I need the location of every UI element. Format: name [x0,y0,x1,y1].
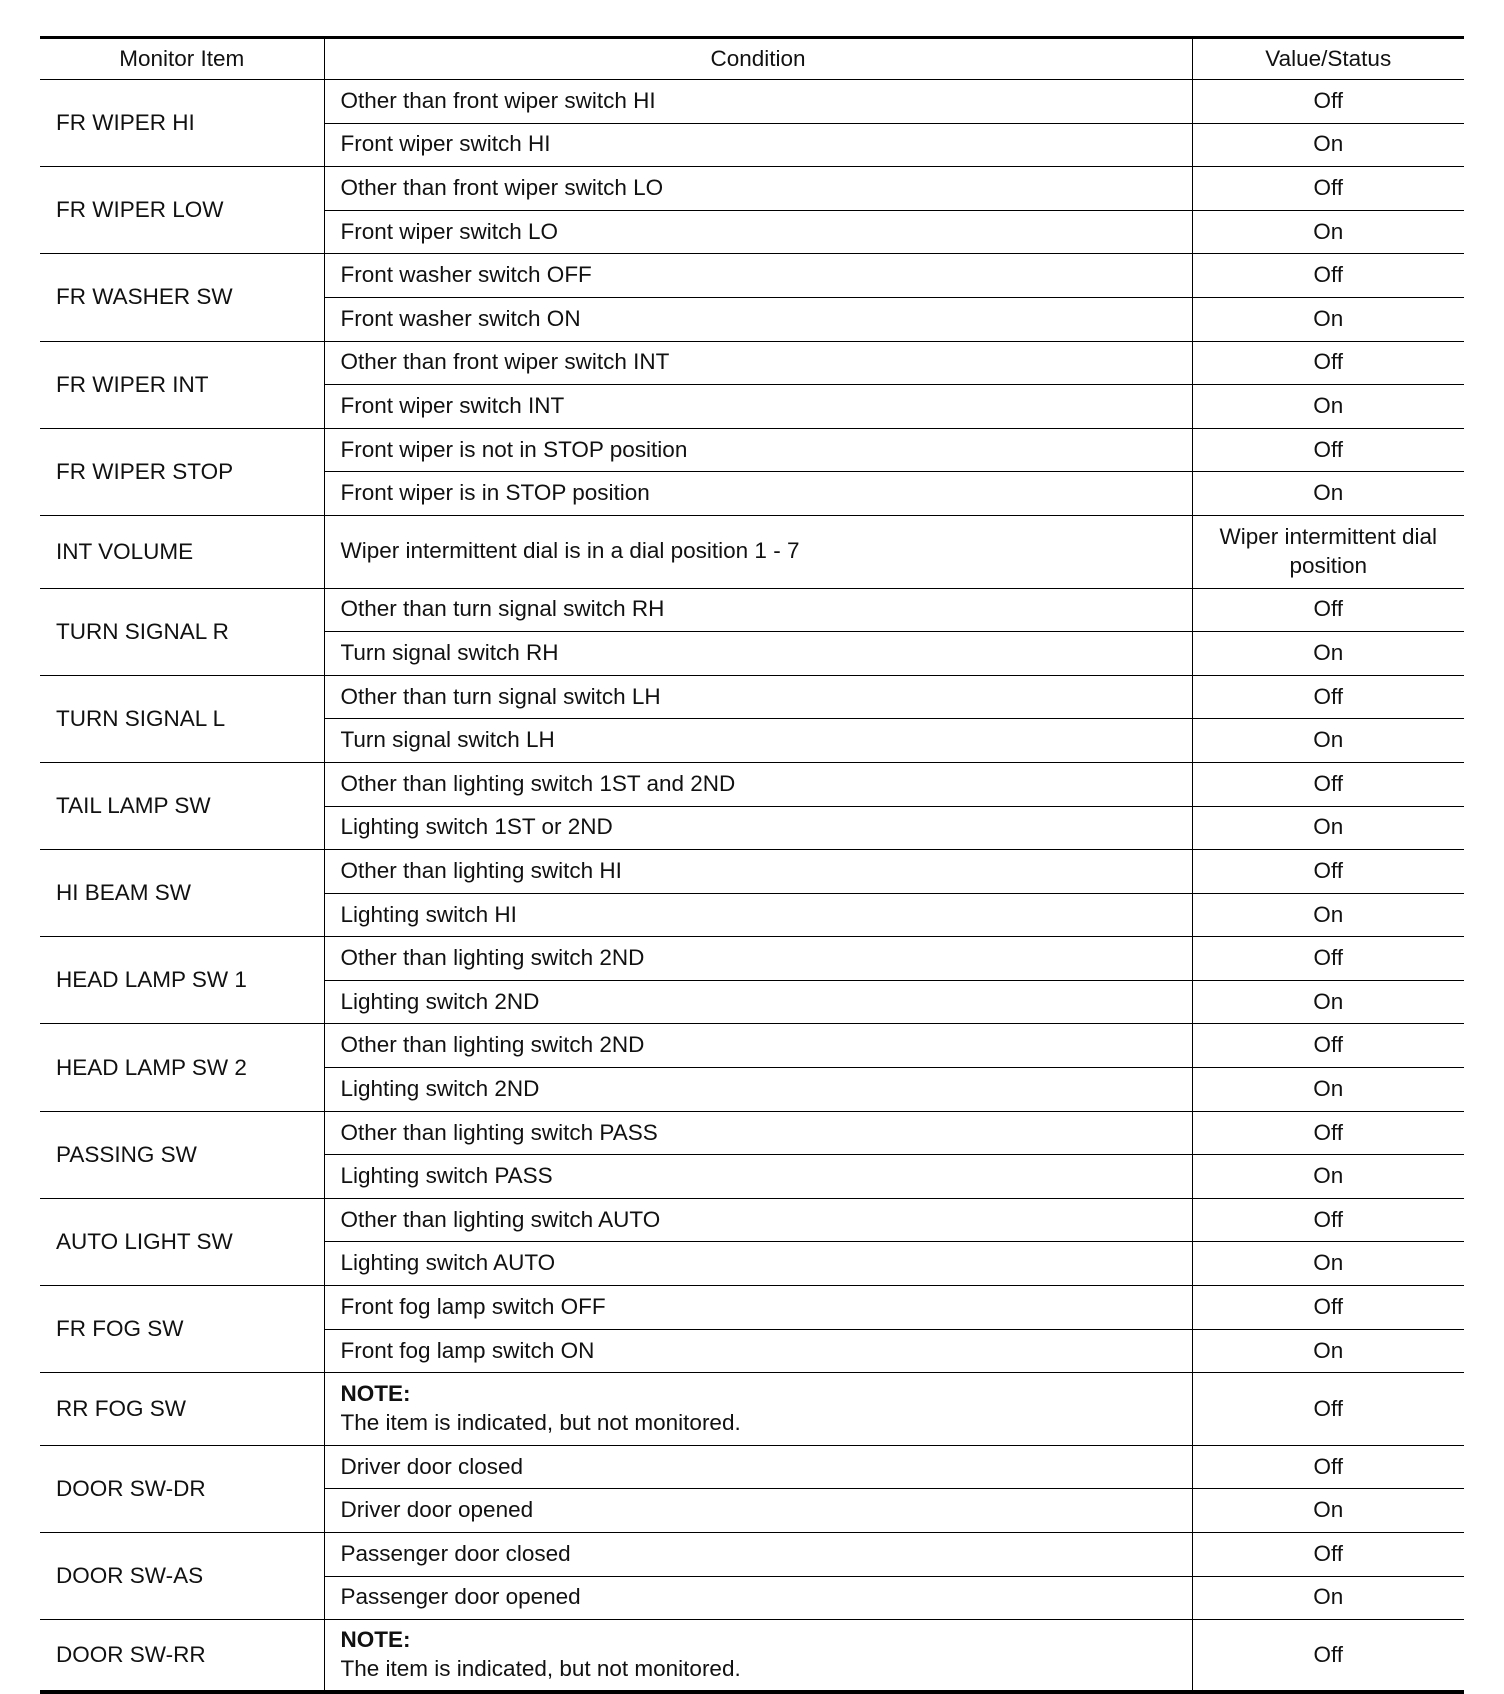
table-row [40,1286,1464,1330]
value-status-cell: On [1192,719,1464,763]
monitor-item-cell: INT VOLUME [40,515,324,588]
value-status-cell: On [1192,123,1464,167]
table-row [40,1373,1464,1446]
condition-cell: Other than front wiper switch HI [324,80,1192,124]
value-status-cell: Off [1192,167,1464,211]
condition-cell: Other than lighting switch HI [324,850,1192,894]
condition-cell: Turn signal switch LH [324,719,1192,763]
condition-cell: Lighting switch HI [324,893,1192,937]
value-status-cell: Off [1192,762,1464,806]
condition-cell: Other than turn signal switch LH [324,675,1192,719]
condition-cell: Front wiper switch INT [324,385,1192,429]
condition-cell: Lighting switch PASS [324,1155,1192,1199]
value-status-cell: Off [1192,428,1464,472]
condition-cell: Front wiper switch LO [324,210,1192,254]
monitor-item-cell: DOOR SW-RR [40,1620,324,1693]
value-status-cell: Off [1192,80,1464,124]
value-status-cell: On [1192,893,1464,937]
table-row [40,80,1464,124]
note-text: The item is indicated, but not monitored. [340,1410,741,1436]
table-body [40,80,1464,1693]
condition-cell: Passenger door closed [324,1533,1192,1577]
note-text: The item is indicated, but not monitored. [340,1656,741,1682]
value-status-cell: On [1192,472,1464,516]
condition-cell: Front washer switch OFF [324,254,1192,298]
value-status-cell: On [1192,632,1464,676]
monitor-item-cell: TURN SIGNAL L [40,675,324,762]
condition-cell: Lighting switch AUTO [324,1242,1192,1286]
value-status-cell: Off [1192,1445,1464,1489]
monitor-item-cell: DOOR SW-DR [40,1445,324,1532]
condition-cell: Other than front wiper switch LO [324,167,1192,211]
value-status-cell: On [1192,806,1464,850]
value-status-cell: On [1192,210,1464,254]
table-row [40,1620,1464,1693]
table-header-row [40,38,1464,80]
value-status-cell: On [1192,980,1464,1024]
condition-cell: Front wiper switch HI [324,123,1192,167]
condition-cell: Turn signal switch RH [324,632,1192,676]
table-row [40,1198,1464,1242]
monitor-item-cell: TURN SIGNAL R [40,588,324,675]
monitor-item-cell: AUTO LIGHT SW [40,1198,324,1285]
condition-cell: Other than lighting switch 2ND [324,937,1192,981]
monitor-item-cell: DOOR SW-AS [40,1533,324,1620]
header-condition: Condition [324,38,1192,80]
monitor-item-table [40,36,1464,1694]
value-status-cell: Off [1192,1373,1464,1446]
table-row [40,937,1464,981]
value-status-cell: Off [1192,1024,1464,1068]
monitor-item-cell: HEAD LAMP SW 2 [40,1024,324,1111]
value-status-cell: On [1192,1489,1464,1533]
note-label: NOTE: [340,1627,411,1653]
value-status-cell: Off [1192,341,1464,385]
condition-cell: Other than lighting switch PASS [324,1111,1192,1155]
condition-cell: Front washer switch ON [324,297,1192,341]
header-monitor-item: Monitor Item [40,38,324,80]
monitor-item-cell: PASSING SW [40,1111,324,1198]
condition-cell: Other than lighting switch 2ND [324,1024,1192,1068]
condition-cell: Other than turn signal switch RH [324,588,1192,632]
value-status-cell: Off [1192,850,1464,894]
value-status-cell: Off [1192,675,1464,719]
table-row [40,428,1464,472]
condition-cell: Front wiper is in STOP position [324,472,1192,516]
note-cell [324,1373,1192,1446]
table-row [40,515,1464,588]
note-cell [324,1620,1192,1693]
table-row [40,1533,1464,1577]
value-status-cell: Off [1192,1533,1464,1577]
monitor-item-cell: TAIL LAMP SW [40,762,324,849]
value-status-cell: Off [1192,1286,1464,1330]
condition-cell: Lighting switch 2ND [324,980,1192,1024]
monitor-item-cell: FR WASHER SW [40,254,324,341]
table-row [40,762,1464,806]
value-status-cell: On [1192,1576,1464,1620]
monitor-item-cell: HEAD LAMP SW 1 [40,937,324,1024]
condition-cell: Other than lighting switch 1ST and 2ND [324,762,1192,806]
value-status-cell: On [1192,1068,1464,1112]
condition-cell: Passenger door opened [324,1576,1192,1620]
condition-cell: Front wiper is not in STOP position [324,428,1192,472]
header-value-status: Value/Status [1192,38,1464,80]
value-status-cell: Wiper intermittent dial position [1192,515,1464,588]
condition-cell: Lighting switch 2ND [324,1068,1192,1112]
value-status-cell: Off [1192,1620,1464,1693]
monitor-item-cell: HI BEAM SW [40,850,324,937]
monitor-item-cell: FR WIPER INT [40,341,324,428]
table-row [40,675,1464,719]
table-row [40,850,1464,894]
table-row [40,1445,1464,1489]
monitor-item-cell: FR WIPER LOW [40,167,324,254]
condition-cell: Driver door opened [324,1489,1192,1533]
value-status-cell: Off [1192,588,1464,632]
condition-cell: Other than front wiper switch INT [324,341,1192,385]
table-row [40,254,1464,298]
value-status-cell: On [1192,1329,1464,1373]
table-row [40,588,1464,632]
table-row [40,1024,1464,1068]
condition-cell: Front fog lamp switch OFF [324,1286,1192,1330]
monitor-item-cell: FR WIPER HI [40,80,324,167]
table-row [40,1111,1464,1155]
condition-cell: Wiper intermittent dial is in a dial position 1 - 7 [324,515,1192,588]
condition-cell: Other than lighting switch AUTO [324,1198,1192,1242]
condition-cell: Lighting switch 1ST or 2ND [324,806,1192,850]
monitor-item-cell: FR WIPER STOP [40,428,324,515]
value-status-cell: Off [1192,937,1464,981]
condition-cell: Front fog lamp switch ON [324,1329,1192,1373]
table-row [40,341,1464,385]
condition-cell: Driver door closed [324,1445,1192,1489]
note-label: NOTE: [340,1381,411,1407]
value-status-cell: On [1192,1242,1464,1286]
value-status-cell: Off [1192,254,1464,298]
value-status-cell: Off [1192,1198,1464,1242]
value-status-cell: Off [1192,1111,1464,1155]
value-status-cell: On [1192,385,1464,429]
monitor-item-cell: RR FOG SW [40,1373,324,1446]
monitor-item-cell: FR FOG SW [40,1286,324,1373]
value-status-cell: On [1192,297,1464,341]
value-status-cell: On [1192,1155,1464,1199]
table-row [40,167,1464,211]
